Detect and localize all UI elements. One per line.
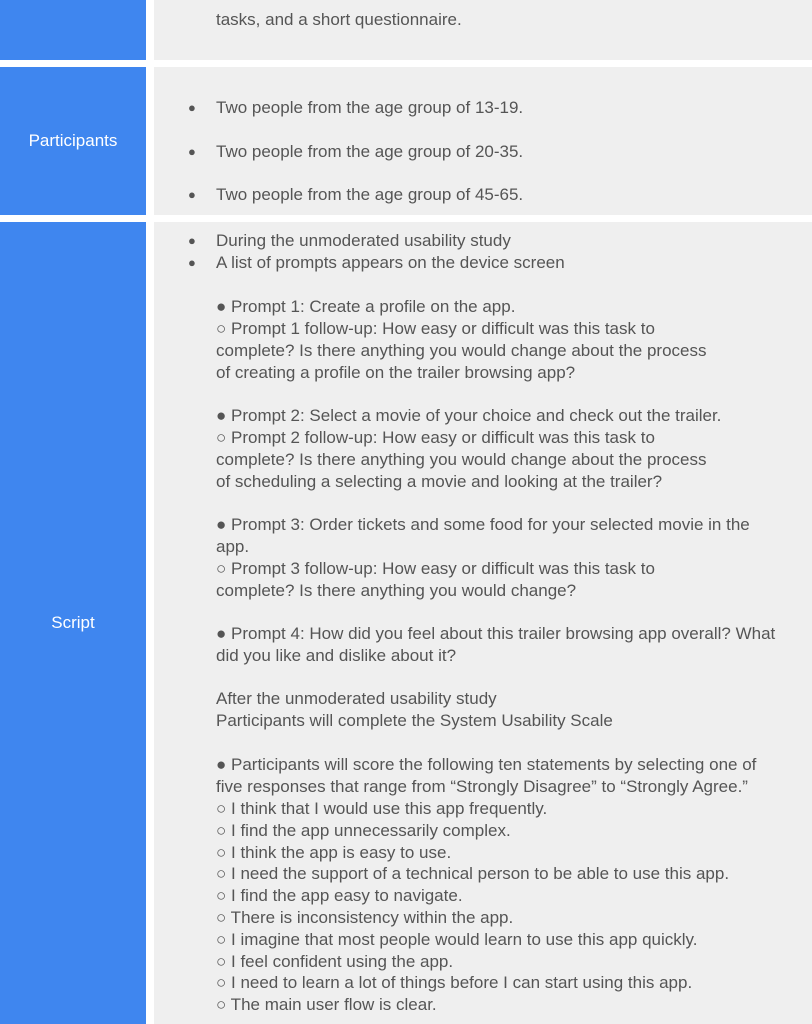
list-bullet: ● <box>188 233 196 248</box>
script-bullet-item: During the unmoderated usability study <box>216 231 511 250</box>
script-line: ○ Prompt 2 follow-up: How easy or difficult was this task to <box>216 428 655 447</box>
list-bullet: ● <box>188 144 196 159</box>
script-line: complete? Is there anything you would change? <box>216 581 577 600</box>
script-label: Script <box>0 222 146 1024</box>
script-line: complete? Is there anything you would change about the process <box>216 341 707 360</box>
list-bullet: ● <box>188 100 196 115</box>
script-line: ○ I need to learn a lot of things before I can start using this app. <box>216 973 693 992</box>
script-line: ● Prompt 1: Create a profile on the app. <box>216 297 516 316</box>
intro-text: tasks, and a short questionnaire. <box>216 10 462 29</box>
script-line: ○ I imagine that most people would learn to use this app quickly. <box>216 930 698 949</box>
script-line: Participants will complete the System Usability Scale <box>216 711 613 730</box>
script-line: After the unmoderated usability study <box>216 689 497 708</box>
script-line: ○ The main user flow is clear. <box>216 995 437 1014</box>
script-line: ○ I find the app easy to navigate. <box>216 886 463 905</box>
script-line: of scheduling a selecting a movie and looking at the trailer? <box>216 472 663 491</box>
script-line: complete? Is there anything you would change about the process <box>216 450 707 469</box>
intro-content-cell <box>154 0 812 60</box>
script-bullet-item: A list of prompts appears on the device screen <box>216 253 565 272</box>
script-line: ● Participants will score the following ten statements by selecting one of <box>216 755 757 774</box>
participant-item: Two people from the age group of 45-65. <box>216 185 524 204</box>
script-line: ○ I think that I would use this app frequently. <box>216 799 548 818</box>
script-row <box>0 222 812 1024</box>
script-line: ● Prompt 2: Select a movie of your choice and check out the trailer. <box>216 406 722 425</box>
script-line: did you like and dislike about it? <box>216 646 457 665</box>
script-line: ○ Prompt 1 follow-up: How easy or difficult was this task to <box>216 319 655 338</box>
list-bullet: ● <box>188 255 196 270</box>
script-line: five responses that range from “Strongly Disagree” to “Strongly Agree.” <box>216 777 748 796</box>
script-content-cell <box>154 222 812 1024</box>
participant-item: Two people from the age group of 20-35. <box>216 142 524 161</box>
script-line: ○ I find the app unnecessarily complex. <box>216 821 511 840</box>
script-line: app. <box>216 537 250 556</box>
intro-label-cell <box>0 0 146 60</box>
script-line: ● Prompt 4: How did you feel about this trailer browsing app overall? What <box>216 624 776 643</box>
participants-content-cell <box>154 67 812 215</box>
script-line: ○ There is inconsistency within the app. <box>216 908 514 927</box>
script-line: ○ Prompt 3 follow-up: How easy or difficult was this task to <box>216 559 655 578</box>
list-bullet: ● <box>188 187 196 202</box>
participants-row <box>0 67 812 215</box>
script-line: ○ I feel confident using the app. <box>216 952 454 971</box>
script-line: ○ I need the support of a technical person to be able to use this app. <box>216 864 730 883</box>
script-line: ○ I think the app is easy to use. <box>216 843 452 862</box>
intro-row <box>0 0 812 60</box>
script-line: of creating a profile on the trailer browsing app? <box>216 363 576 382</box>
participants-label: Participants <box>0 67 146 215</box>
participant-item: Two people from the age group of 13-19. <box>216 98 524 117</box>
script-line: ● Prompt 3: Order tickets and some food for your selected movie in the <box>216 515 750 534</box>
